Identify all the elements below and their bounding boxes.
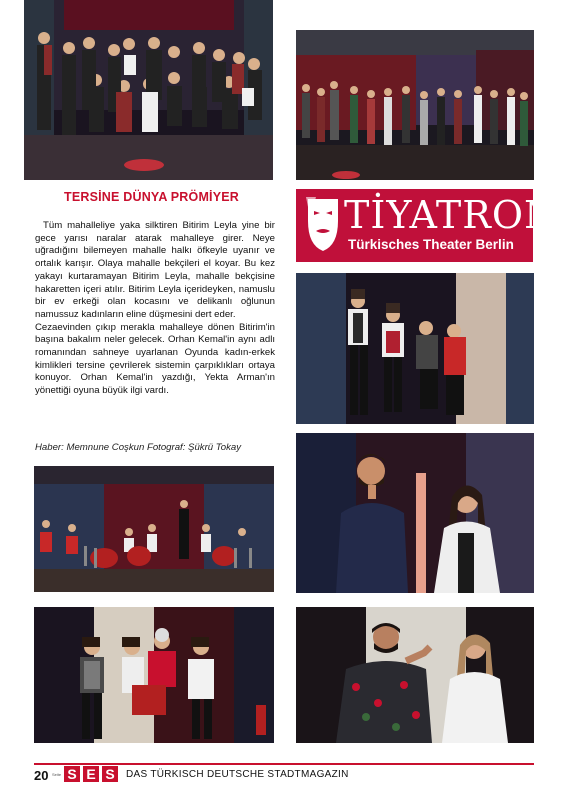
article-body bbox=[35, 220, 275, 398]
ses-brand-logo bbox=[64, 766, 118, 782]
photo-cast-wide bbox=[296, 30, 534, 180]
svg-text:E: E bbox=[86, 766, 96, 782]
svg-text:S: S bbox=[67, 766, 77, 782]
photo-credit: Haber: Memnune Coşkun Fotograf: Şükrü Tokay bbox=[35, 442, 242, 453]
article-paragraph: Cezaevinden çıkıp merakla mahalleye dönen Bitirim'in başına bakalım neler gelecek. Orhan Kemal'in aynı adlı romanından sahneye uyarlanan Oyunda kadın-erkek kimlikleri tersine çevrilerek sistemin çarpıklıkları ortaya konuyor. Orhan Kemal'in yazdığı, Yekta Arman'ın yönettiği oyuna büyük ilgi vardı. bbox=[35, 321, 275, 397]
photo-cast-group bbox=[24, 0, 273, 180]
photo-women-seated bbox=[296, 273, 534, 424]
photo-duo-scene bbox=[296, 433, 534, 593]
photo-gesture-scene bbox=[296, 607, 534, 743]
seite-label: Seite bbox=[52, 772, 62, 777]
photo-stage-scene bbox=[34, 466, 274, 592]
footer-divider bbox=[34, 763, 534, 765]
logo-subtitle: Türkisches Theater Berlin bbox=[348, 237, 514, 252]
article-paragraph: Tüm mahalleliye yaka silktiren Bitirim Leyla yine bir gece yarısı naralar atarak mahalleye girer. Neye uğradığını bilemeyen mahalle halkı öfkeyle uyanır ve ortalık karışır. Olaya mahalle bekçileri el koyar. Bu kez yakayı kurtaramayan Bitirim Leyla, mahalle bekçisine hakaretten içeri atılır. Bitirim Leyla içerideyken, namuslu bir ev erkeği olan kocasını ve delikanlı oğlunun namussuz kadınların eline düşmesini dert eder. bbox=[35, 220, 275, 320]
svg-text:S: S bbox=[105, 766, 115, 782]
photo-table-group bbox=[34, 607, 274, 743]
article-headline: TERSİNE DÜNYA PRÖMİYER bbox=[64, 190, 240, 204]
magazine-title: DAS TÜRKISCH DEUTSCHE STADTMAGAZIN bbox=[126, 769, 349, 780]
tiyatrom-logo bbox=[296, 189, 564, 262]
theater-mask-icon bbox=[304, 197, 342, 253]
logo-wordmark: TİYATROM bbox=[344, 193, 564, 237]
page-number: 20 bbox=[34, 768, 49, 783]
